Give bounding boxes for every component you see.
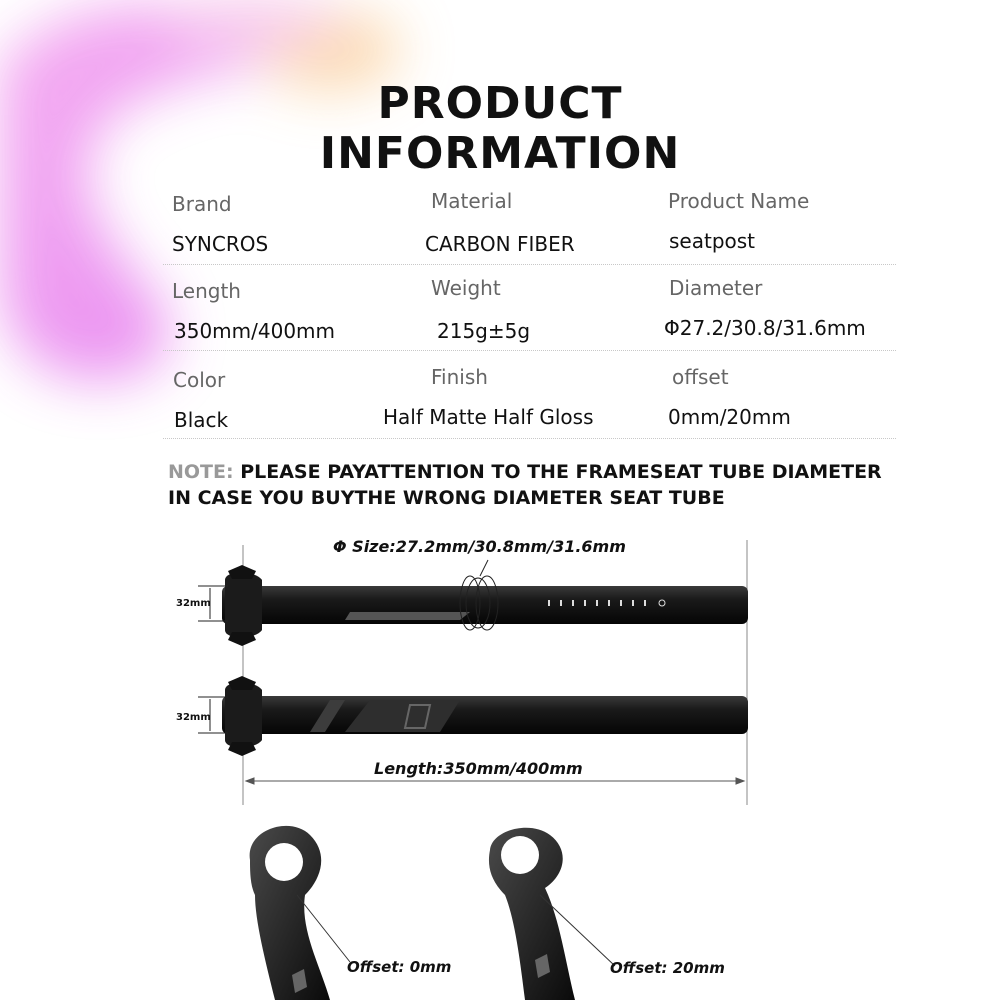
offset-20-label: Offset: 20mm xyxy=(610,959,725,977)
offset-0-label: Offset: 0mm xyxy=(347,958,452,976)
seatpost-top xyxy=(222,565,748,646)
spec-label-length: Length xyxy=(172,279,241,303)
spec-label-color: Color xyxy=(173,368,226,392)
length-arrow xyxy=(246,778,744,784)
note-line-2: IN CASE YOU BUYTHE WRONG DIAMETER SEAT TUBE xyxy=(168,487,725,509)
spec-label-offset: offset xyxy=(672,365,729,389)
note-prefix: NOTE: xyxy=(168,461,234,483)
spec-value-offset: 0mm/20mm xyxy=(668,405,791,429)
spec-value-product-name: seatpost xyxy=(669,229,756,253)
length-label: Length:350mm/400mm xyxy=(374,759,583,778)
spec-value-material: CARBON FIBER xyxy=(425,232,575,256)
spec-label-material: Material xyxy=(431,189,513,213)
height-label-bottom: 32mm xyxy=(176,712,211,723)
page-title-line2: INFORMATION xyxy=(319,128,681,179)
spec-label-product-name: Product Name xyxy=(668,189,810,213)
height-label-top: 32mm xyxy=(176,598,211,609)
offset-20-head xyxy=(489,828,615,1000)
diameter-size-label: Φ Size:27.2mm/30.8mm/31.6mm xyxy=(333,537,626,556)
note-text-1: PLEASE PAYATTENTION TO THE FRAMESEAT TUBE DIAMETER xyxy=(233,461,882,483)
spec-value-color: Black xyxy=(174,408,229,432)
page-title-line1: PRODUCT xyxy=(377,78,623,129)
spec-value-finish: Half Matte Half Gloss xyxy=(383,405,594,429)
spec-value-length: 350mm/400mm xyxy=(174,319,336,343)
spec-label-diameter: Diameter xyxy=(669,276,763,300)
spec-label-finish: Finish xyxy=(431,365,488,389)
spec-label-weight: Weight xyxy=(431,276,501,300)
spec-value-diameter: Φ27.2/30.8/31.6mm xyxy=(664,316,866,340)
spec-value-weight: 215g±5g xyxy=(437,319,531,343)
spec-value-brand: SYNCROS xyxy=(172,232,269,256)
offset-0-head xyxy=(250,826,350,1000)
spec-label-brand: Brand xyxy=(172,192,232,216)
seatpost-bottom xyxy=(222,676,748,756)
